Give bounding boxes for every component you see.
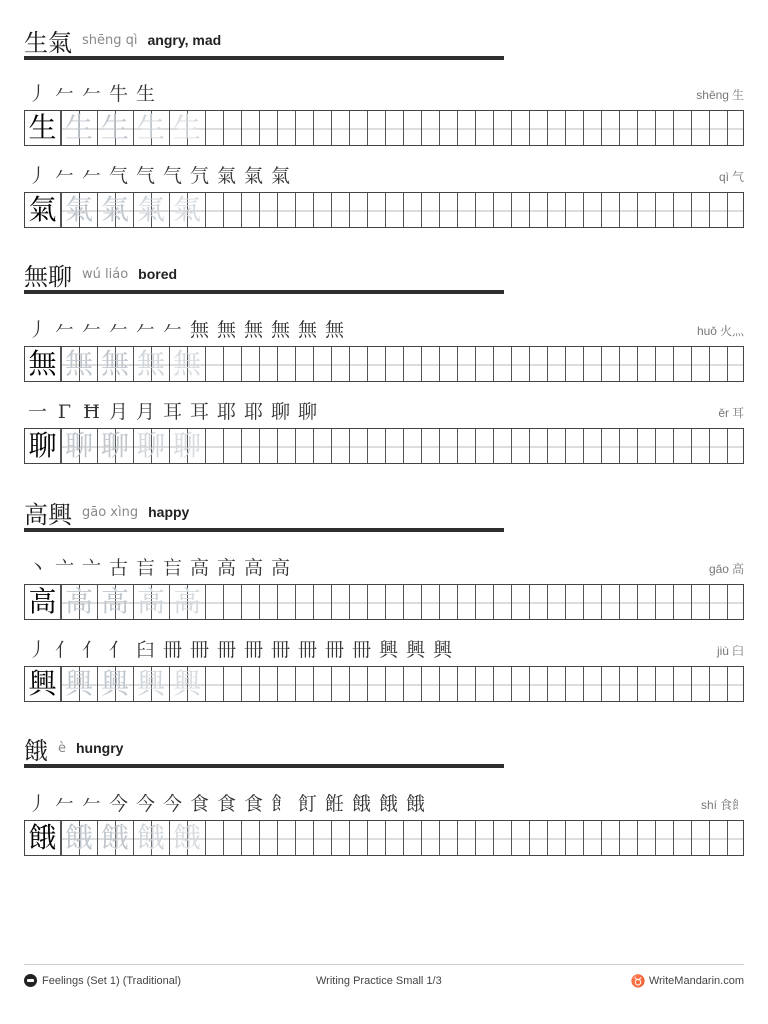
trace-character: 興 [172, 667, 201, 700]
word-meaning: bored [138, 266, 178, 282]
stroke-order-row [24, 160, 744, 188]
footer-left [24, 974, 181, 987]
word-hanzi: 餓 [24, 736, 48, 765]
practice-grid[interactable] [24, 428, 744, 464]
trace-character: 聊 [100, 429, 129, 462]
stroke-step: 冊 [216, 639, 236, 661]
reference-pinyin: huǒ [696, 324, 717, 338]
reference-pinyin: qì [718, 170, 729, 184]
footer-right[interactable] [631, 974, 744, 988]
stroke-step: 亠 [81, 557, 101, 579]
model-character: 氣 [25, 193, 61, 227]
stroke-order-row [24, 634, 744, 662]
worksheet-set-label: Feelings (Set 1) (Traditional) [42, 974, 181, 987]
stroke-step: 亻 [81, 639, 101, 661]
stroke-step: 冊 [162, 639, 182, 661]
trace-character: 氣 [172, 193, 201, 226]
trace-character: 氣 [64, 193, 93, 226]
stroke-step: 𠂉 [108, 319, 128, 341]
circle-logo-icon [24, 974, 37, 987]
stroke-step: 丶 [27, 557, 47, 579]
stroke-step: 生 [135, 83, 155, 105]
trace-character: 興 [64, 667, 93, 700]
stroke-step: 丿 [27, 793, 47, 815]
trace-character: 興 [100, 667, 129, 700]
practice-grid[interactable] [24, 110, 744, 146]
stroke-step: 飣 [297, 793, 317, 815]
trace-character: 無 [100, 347, 129, 380]
stroke-step: 𠂉 [54, 319, 74, 341]
word-header [24, 732, 504, 768]
stroke-step: 耶 [243, 401, 263, 423]
stroke-step: 無 [243, 319, 263, 341]
practice-grid[interactable] [24, 584, 744, 620]
reference-pinyin: jiù [716, 644, 729, 658]
stroke-step: 𠂉 [81, 83, 101, 105]
stroke-step: 丿 [27, 83, 47, 105]
trace-character: 餓 [172, 821, 201, 854]
stroke-step: Ħ [83, 401, 100, 423]
stroke-step: 气 [162, 165, 182, 187]
trace-character: 餓 [136, 821, 165, 854]
stroke-steps [24, 638, 717, 662]
stroke-step: 今 [135, 793, 155, 815]
stroke-step: 亻 [108, 639, 128, 661]
word-pinyin: shēng qì [82, 32, 138, 48]
stroke-step: 𠂉 [54, 83, 74, 105]
stroke-step: 一 [27, 401, 47, 423]
reference-radical: 火灬 [719, 324, 744, 338]
stroke-step: 高 [189, 557, 209, 579]
trace-character: 生 [136, 111, 165, 144]
stroke-step: 亠 [54, 557, 74, 579]
trace-character: 聊 [64, 429, 93, 462]
word-meaning: hungry [76, 740, 124, 756]
stroke-steps [24, 82, 696, 106]
practice-grid[interactable] [24, 192, 744, 228]
word-hanzi: 無聊 [24, 262, 72, 291]
practice-grid[interactable] [24, 666, 744, 702]
stroke-step: 牛 [108, 83, 128, 105]
stroke-step: 臼 [135, 639, 155, 661]
word-pinyin: gāo xìng [82, 504, 139, 520]
site-link[interactable]: WriteMandarin.com [648, 975, 744, 987]
model-character: 高 [25, 585, 61, 619]
reference-pinyin: ěr [718, 406, 729, 420]
character-reference [696, 86, 744, 106]
writemandarin-logo-icon: ♉ [630, 974, 646, 988]
stroke-step: 𠂉 [162, 319, 182, 341]
word-header [24, 258, 504, 294]
character-reference [697, 322, 744, 342]
stroke-step: 無 [297, 319, 317, 341]
stroke-step: 聊 [297, 401, 317, 423]
stroke-step: 冊 [243, 639, 263, 661]
trace-character: 生 [100, 111, 129, 144]
word-pinyin: è [58, 740, 66, 756]
stroke-step: 無 [324, 319, 344, 341]
stroke-step: 冊 [297, 639, 317, 661]
stroke-step: 氣 [243, 165, 263, 187]
stroke-step: 𠂉 [81, 793, 101, 815]
stroke-step: 吂 [162, 557, 182, 579]
word-hanzi: 高興 [24, 500, 72, 529]
stroke-step: 冊 [270, 639, 290, 661]
stroke-step: 食 [189, 793, 209, 815]
stroke-step: 氕 [189, 165, 209, 187]
stroke-step: 餁 [324, 793, 344, 815]
stroke-step: 气 [108, 165, 128, 187]
trace-character: 無 [172, 347, 201, 380]
character-reference [701, 796, 744, 816]
reference-radical: 高 [731, 562, 744, 576]
stroke-step: 月 [108, 401, 128, 423]
stroke-step: 气 [135, 165, 155, 187]
stroke-order-row [24, 396, 744, 424]
stroke-step: 冊 [324, 639, 344, 661]
trace-character: 高 [172, 585, 201, 618]
model-character: 生 [25, 111, 61, 145]
stroke-step: 興 [432, 639, 452, 661]
trace-character: 氣 [100, 193, 129, 226]
stroke-step: 高 [216, 557, 236, 579]
stroke-step: 無 [270, 319, 290, 341]
stroke-step: 興 [405, 639, 425, 661]
stroke-step: 高 [270, 557, 290, 579]
stroke-steps [24, 318, 697, 342]
trace-character: 氣 [136, 193, 165, 226]
trace-character: 餓 [100, 821, 129, 854]
trace-character: 生 [172, 111, 201, 144]
word-meaning: angry, mad [147, 32, 222, 48]
stroke-step: Γ [57, 401, 72, 423]
stroke-step: 餓 [351, 793, 371, 815]
footer-center [316, 975, 442, 987]
trace-character: 聊 [136, 429, 165, 462]
stroke-step: 興 [378, 639, 398, 661]
stroke-step: 𠂉 [81, 165, 101, 187]
reference-radical: 气 [731, 170, 744, 184]
stroke-step: 無 [189, 319, 209, 341]
stroke-steps [24, 556, 709, 580]
stroke-step: 今 [108, 793, 128, 815]
stroke-step: 月 [135, 401, 155, 423]
word-pinyin: wú liáo [82, 266, 129, 282]
word-meaning: happy [148, 504, 190, 520]
stroke-step: 今 [162, 793, 182, 815]
reference-pinyin: shēng [696, 88, 729, 102]
stroke-step: 古 [108, 557, 128, 579]
trace-character: 高 [136, 585, 165, 618]
character-reference [718, 404, 744, 424]
reference-radical: 生 [731, 88, 744, 102]
trace-character: 餓 [64, 821, 93, 854]
stroke-step: 𠂉 [135, 319, 155, 341]
reference-pinyin: shí [700, 798, 717, 812]
model-character: 興 [25, 667, 61, 701]
stroke-step: 無 [216, 319, 236, 341]
stroke-step: 耶 [216, 401, 236, 423]
word-header [24, 24, 504, 60]
stroke-order-row [24, 552, 744, 580]
stroke-order-row [24, 788, 744, 816]
stroke-step: 聊 [270, 401, 290, 423]
reference-pinyin: gāo [708, 562, 729, 576]
stroke-step: 耳 [189, 401, 209, 423]
stroke-step: 高 [243, 557, 263, 579]
stroke-step: 丿 [27, 639, 47, 661]
trace-character: 高 [64, 585, 93, 618]
stroke-order-row [24, 314, 744, 342]
stroke-steps [24, 400, 718, 424]
trace-character: 無 [136, 347, 165, 380]
footer-divider [24, 964, 744, 965]
stroke-steps [24, 164, 719, 188]
practice-grid[interactable] [24, 346, 744, 382]
stroke-step: 𠂉 [54, 793, 74, 815]
trace-character: 高 [100, 585, 129, 618]
stroke-step: 餓 [405, 793, 425, 815]
practice-grid[interactable] [24, 820, 744, 856]
stroke-step: 丿 [27, 165, 47, 187]
stroke-step: 耳 [162, 401, 182, 423]
page-indicator: Writing Practice Small 1/3 [316, 975, 442, 987]
stroke-step: 丿 [27, 319, 47, 341]
stroke-step: 氣 [270, 165, 290, 187]
trace-character: 興 [136, 667, 165, 700]
model-character: 聊 [25, 429, 61, 463]
character-reference [719, 168, 744, 188]
stroke-step: 食 [243, 793, 263, 815]
stroke-step: 亻 [54, 639, 74, 661]
character-reference [717, 642, 744, 662]
word-hanzi: 生氣 [24, 28, 72, 57]
reference-radical: 耳 [731, 406, 744, 420]
stroke-steps [24, 792, 701, 816]
stroke-step: 𠂉 [54, 165, 74, 187]
reference-radical: 臼 [731, 644, 744, 658]
stroke-step: 冊 [351, 639, 371, 661]
stroke-step: 飠 [270, 793, 290, 815]
page-footer [24, 972, 744, 992]
stroke-step: 冊 [189, 639, 209, 661]
reference-radical: 食飠 [719, 798, 744, 812]
trace-character: 生 [64, 111, 93, 144]
stroke-step: 吂 [135, 557, 155, 579]
trace-character: 無 [64, 347, 93, 380]
stroke-step: 𠂉 [81, 319, 101, 341]
word-header [24, 496, 504, 532]
stroke-order-row [24, 78, 744, 106]
stroke-step: 食 [216, 793, 236, 815]
stroke-step: 氣 [216, 165, 236, 187]
stroke-step: 餓 [378, 793, 398, 815]
model-character: 餓 [25, 821, 61, 855]
trace-character: 聊 [172, 429, 201, 462]
character-reference [709, 560, 744, 580]
model-character: 無 [25, 347, 61, 381]
